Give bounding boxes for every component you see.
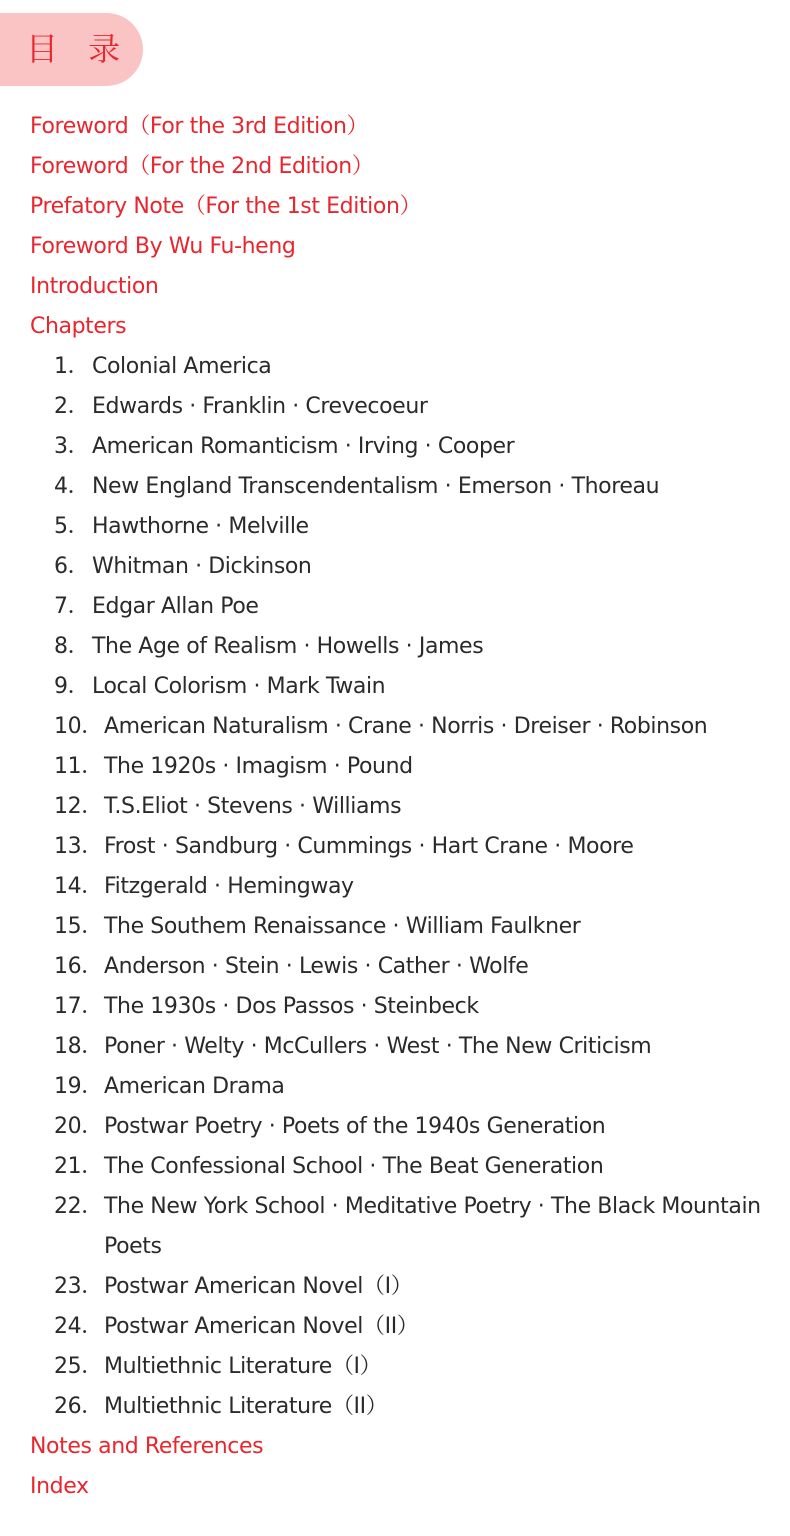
chapter-number: 9． — [54, 674, 90, 699]
chapter-title: Colonial America — [92, 354, 272, 379]
chapter-entry[interactable] — [30, 947, 770, 987]
chapter-entry[interactable] — [30, 747, 770, 787]
chapter-title: The 1920s · Imagism · Pound — [104, 754, 413, 779]
chapter-number: 14． — [54, 874, 103, 899]
toc-entry-notes-references[interactable]: Notes and References — [30, 1434, 264, 1459]
chapter-number: 15． — [54, 914, 103, 939]
chapter-title: Multiethnic Literature（I） — [104, 1354, 382, 1379]
chapter-number: 8． — [54, 634, 90, 659]
toc-entry-introduction[interactable]: Introduction — [30, 274, 159, 299]
chapter-number: 11． — [54, 754, 103, 779]
chapter-title: Edgar Allan Poe — [92, 594, 259, 619]
chapter-number: 19． — [54, 1074, 103, 1099]
chapter-title: Postwar Poetry · Poets of the 1940s Generation — [104, 1114, 606, 1139]
chapter-number: 16． — [54, 954, 103, 979]
chapter-number: 7． — [54, 594, 90, 619]
chapter-entry[interactable] — [30, 587, 770, 627]
chapter-entry[interactable] — [30, 1067, 770, 1107]
chapter-title: T.S.Eliot · Stevens · Williams — [104, 794, 402, 819]
chapter-title: Hawthorne · Melville — [92, 514, 309, 539]
chapter-entry[interactable] — [30, 787, 770, 827]
chapter-title: The 1930s · Dos Passos · Steinbeck — [104, 994, 479, 1019]
chapter-entry[interactable] — [30, 467, 770, 507]
toc-entry-prefatory-note[interactable]: Prefatory Note（For the 1st Edition） — [30, 194, 422, 219]
chapter-number: 22． — [54, 1194, 103, 1219]
chapter-title: American Romanticism · Irving · Cooper — [92, 434, 515, 459]
chapter-number: 12． — [54, 794, 103, 819]
chapter-title: Fitzgerald · Hemingway — [104, 874, 354, 899]
chapter-title: Multiethnic Literature（II） — [104, 1394, 388, 1419]
chapter-title: The Age of Realism · Howells · James — [92, 634, 484, 659]
chapter-number: 23． — [54, 1274, 103, 1299]
chapter-entry[interactable] — [30, 1147, 770, 1187]
chapter-number: 25． — [54, 1354, 103, 1379]
chapter-title: Postwar American Novel（II） — [104, 1314, 419, 1339]
chapter-entry[interactable] — [30, 507, 770, 547]
chapter-entry[interactable] — [30, 547, 770, 587]
chapter-title: Whitman · Dickinson — [92, 554, 312, 579]
toc-entry-chapters[interactable]: Chapters — [30, 314, 127, 339]
toc-header — [0, 13, 143, 86]
chapter-entry[interactable] — [30, 1027, 770, 1067]
chapter-number: 2． — [54, 394, 90, 419]
chapter-title: The Confessional School · The Beat Generation — [104, 1154, 604, 1179]
toc-entry-foreword-2nd[interactable]: Foreword（For the 2nd Edition） — [30, 154, 374, 179]
chapter-title: The New York School · Meditative Poetry · The Black Mountain Poets — [104, 1194, 761, 1259]
chapter-entry[interactable] — [30, 1387, 770, 1427]
chapter-entry[interactable] — [30, 707, 770, 747]
chapter-title: American Drama — [104, 1074, 285, 1099]
chapter-entry[interactable] — [30, 347, 770, 387]
chapter-title: New England Transcendentalism · Emerson · Thoreau — [92, 474, 660, 499]
chapter-entry[interactable] — [30, 1107, 770, 1147]
chapter-title: Poner · Welty · McCullers · West · The New Criticism — [104, 1034, 652, 1059]
chapter-number: 18． — [54, 1034, 103, 1059]
chapter-number: 3． — [54, 434, 90, 459]
chapter-number: 26． — [54, 1394, 103, 1419]
chapter-title: The Southem Renaissance · William Faulkner — [104, 914, 581, 939]
chapter-title: American Naturalism · Crane · Norris · Dreiser · Robinson — [104, 714, 708, 739]
chapter-entry[interactable] — [30, 387, 770, 427]
chapter-entry[interactable] — [30, 427, 770, 467]
chapter-entry[interactable] — [30, 1267, 770, 1307]
chapter-title: Anderson · Stein · Lewis · Cather · Wolfe — [104, 954, 529, 979]
chapter-number: 6． — [54, 554, 90, 579]
toc-entry-foreword-wu[interactable]: Foreword By Wu Fu-heng — [30, 234, 296, 259]
chapter-number: 24． — [54, 1314, 103, 1339]
chapter-entry[interactable] — [30, 907, 770, 947]
chapter-entry[interactable] — [30, 827, 770, 867]
chapter-number: 10． — [54, 714, 103, 739]
chapter-entry[interactable] — [30, 1187, 770, 1267]
chapter-entry[interactable] — [30, 1347, 770, 1387]
chapter-entry[interactable] — [30, 667, 770, 707]
chapter-number: 20． — [54, 1114, 103, 1139]
chapter-title: Frost · Sandburg · Cummings · Hart Crane · Moore — [104, 834, 634, 859]
chapter-title: Edwards · Franklin · Crevecoeur — [92, 394, 428, 419]
toc-entry-foreword-3rd[interactable]: Foreword（For the 3rd Edition） — [30, 114, 369, 139]
chapter-number: 13． — [54, 834, 103, 859]
chapter-title: Local Colorism · Mark Twain — [92, 674, 386, 699]
toc-entry-index[interactable]: Index — [30, 1474, 89, 1499]
chapter-number: 5． — [54, 514, 90, 539]
toc-title: 目 录 — [26, 30, 131, 68]
chapter-number: 1． — [54, 354, 90, 379]
chapter-number: 21． — [54, 1154, 103, 1179]
table-of-contents — [30, 107, 770, 1507]
chapter-title: Postwar American Novel（I） — [104, 1274, 413, 1299]
chapter-entry[interactable] — [30, 1307, 770, 1347]
chapter-number: 4． — [54, 474, 90, 499]
chapter-entry[interactable] — [30, 627, 770, 667]
chapter-entry[interactable] — [30, 987, 770, 1027]
chapter-entry[interactable] — [30, 867, 770, 907]
chapter-number: 17． — [54, 994, 103, 1019]
